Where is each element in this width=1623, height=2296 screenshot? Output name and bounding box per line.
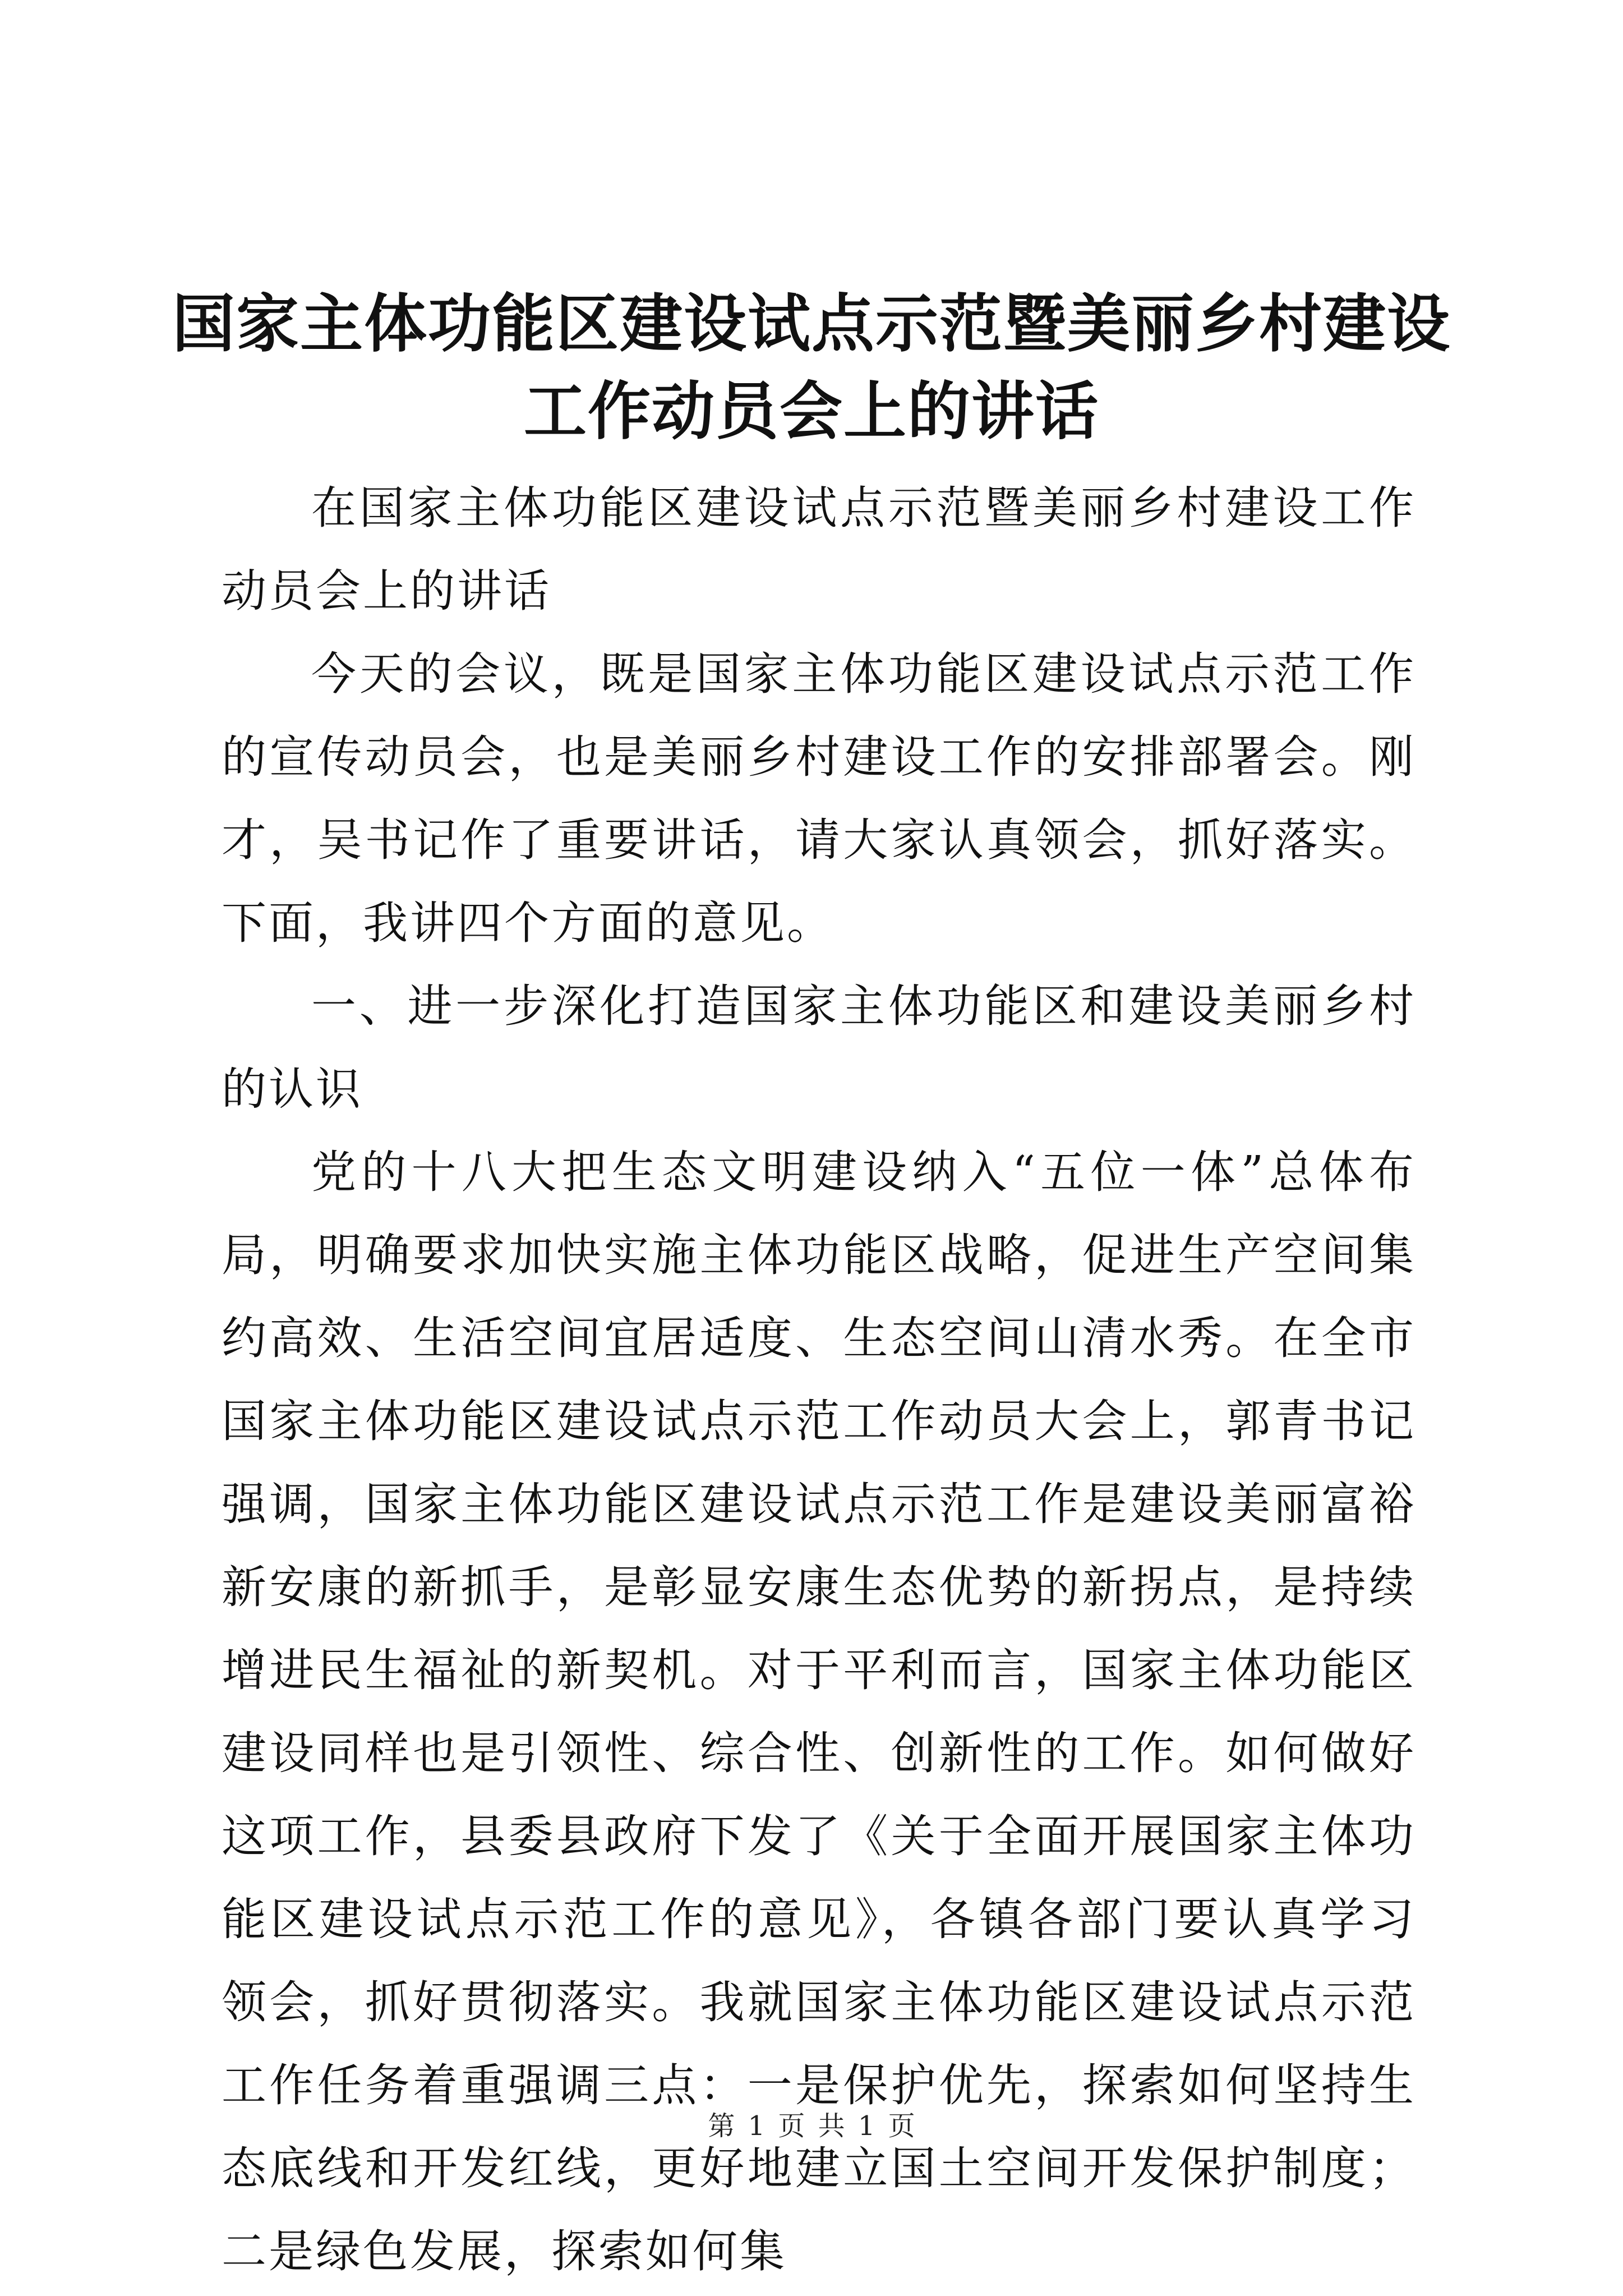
paragraph-opening: 今天的会议，既是国家主体功能区建设试点示范工作的宣传动员会，也是美丽乡村建设工作的安排部署会。刚才，吴书记作了重要讲话，请大家认真领会，抓好落实。下面，我讲四个方面的意见。 [222, 648, 1416, 949]
document-title [168, 280, 1455, 455]
document-body [222, 467, 1416, 2293]
page-footer: 第 1 页 共 1 页 [708, 2110, 915, 2142]
document-title-line-2: 工作动员会上的讲话 [524, 375, 1099, 448]
section-heading-1: 一、进一步深化打造国家主体功能区和建设美丽乡村的认识 [222, 980, 1416, 1115]
paragraph-section-1: 党的十八大把生态文明建设纳入“五位一体”总体布局，明确要求加快实施主体功能区战略，促进生产空间集约高效、生活空间宜居适度、生态空间山清水秀。在全市国家主体功能区建设试点示范工作动员大会上，郭青书记强调，国家主体功能区建设试点示范工作是建设美丽富裕新安康的新抓手，是彰显安康生态优势的新拐点，是持续增进民生福祉的新契机。对于平利而言，国家主体功能区建设同样也是引领性、综合性、创新性的工作。如何做好这项工作，县委县政府下发了《关于全面开展国家主体功能区建设试点示范工作的意见》，各镇各部门要认真学习领会，抓好贯彻落实。我就国家主体功能区建设试点示范工作任务着重强调三点：一是保护优先，探索如何坚持生态底线和开发红线，更好地建立国土空间开发保护制度；二是绿色发展，探索如何集 [222, 1146, 1416, 2277]
document-title-line-1: 国家主体功能区建设试点示范暨美丽乡村建设 [172, 288, 1451, 361]
paragraph-subtitle: 在国家主体功能区建设试点示范暨美丽乡村建设工作动员会上的讲话 [222, 482, 1416, 617]
